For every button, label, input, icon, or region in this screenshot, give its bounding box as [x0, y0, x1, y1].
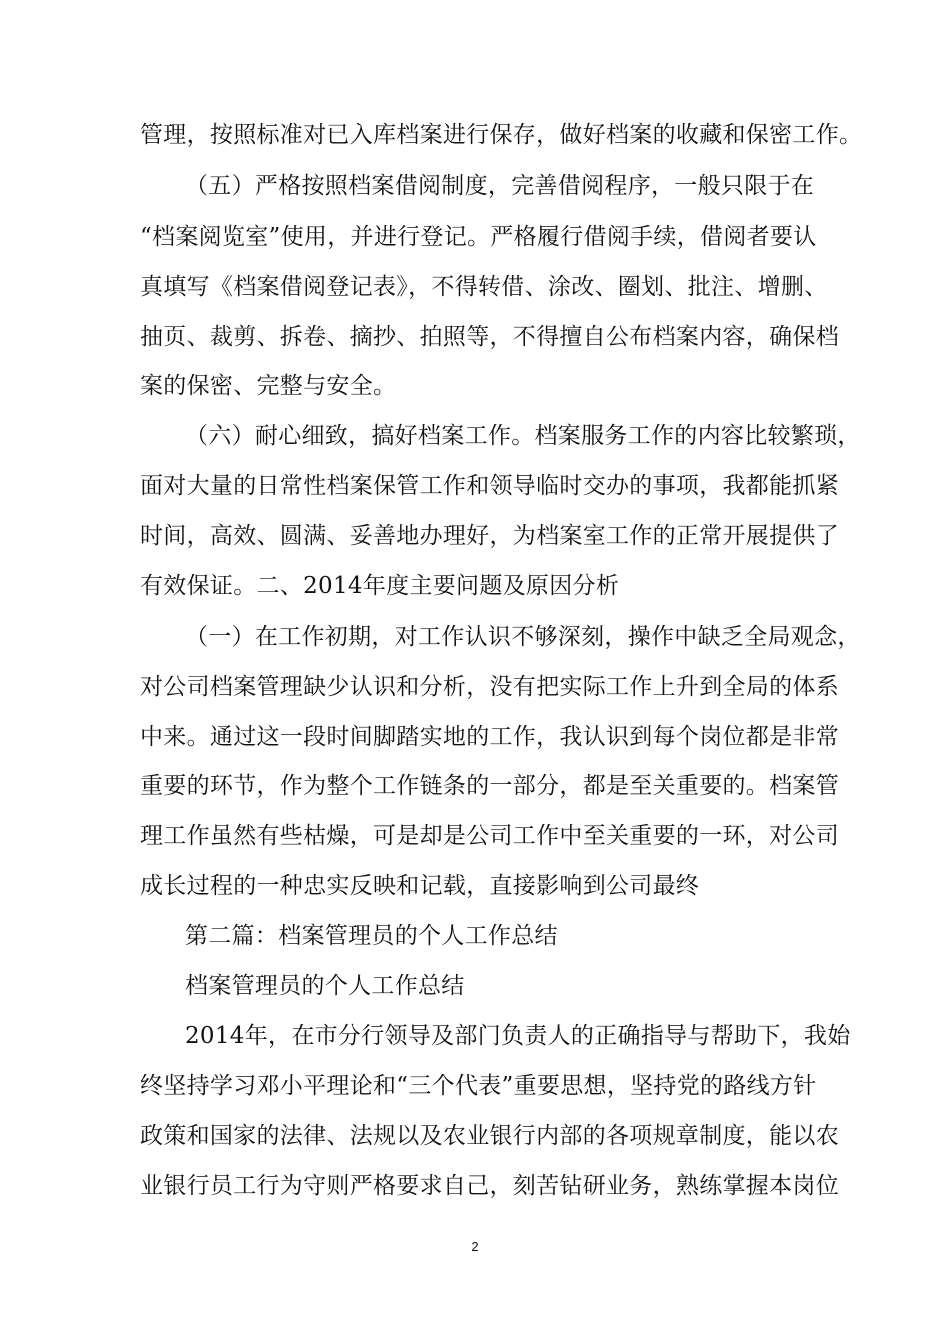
text-line: “档案阅览室”使用，并进行登记。严格履行借阅手续，借阅者要认 [140, 224, 817, 250]
text-line: 面对大量的日常性档案保管工作和领导临时交办的事项，我都能抓紧 [140, 473, 839, 499]
text-line: （一）在工作初期，对工作认识不够深刻，操作中缺乏全局观念， [185, 624, 861, 650]
article-title: 档案管理员的个人工作总结 [185, 973, 465, 999]
text-line: 业银行员工行为守则严格要求自己，刻苦钻研业务，熟练掌握本岗位 [140, 1173, 839, 1199]
text-line: 案的保密、完整与安全。 [140, 373, 397, 399]
text-line: 2014年，在市分行领导及部门负责人的正确指导与帮助下，我始 [185, 1023, 851, 1049]
text-line: 理工作虽然有些枯燥，可是却是公司工作中至关重要的一环，对公司 [140, 823, 839, 849]
text-line: 重要的环节，作为整个工作链条的一部分，都是至关重要的。档案管 [140, 773, 839, 799]
text-line: 时间，高效、圆满、妥善地办理好，为档案室工作的正常开展提供了 [140, 523, 839, 549]
text-line: 真填写《档案借阅登记表》，不得转借、涂改、圈划、批注、增删、 [140, 274, 828, 300]
text-line: （六）耐心细致，搞好档案工作。档案服务工作的内容比较繁琐， [185, 423, 861, 449]
text-line: 有效保证。二、2014年度主要问题及原因分析 [140, 573, 620, 599]
text-line: （五）严格按照档案借阅制度，完善借阅程序，一般只限于在 [185, 173, 815, 199]
text-line: 终坚持学习邓小平理论和“三个代表”重要思想，坚持党的路线方针 [140, 1073, 817, 1099]
page-number: 2 [471, 1239, 479, 1254]
text-line: 中来。通过这一段时间脚踏实地的工作，我认识到每个岗位都是非常 [140, 724, 839, 750]
section-heading: 第二篇：档案管理员的个人工作总结 [185, 923, 558, 949]
text-line: 管理，按照标准对已入库档案进行保存，做好档案的收藏和保密工作。 [140, 122, 863, 148]
text-line: 政策和国家的法律、法规以及农业银行内部的各项规章制度，能以农 [140, 1123, 839, 1149]
text-line: 成长过程的一种忠实反映和记载，直接影响到公司最终 [140, 873, 700, 899]
text-line: 抽页、裁剪、拆卷、摘抄、拍照等，不得擅自公布档案内容，确保档 [140, 324, 839, 350]
text-line: 对公司档案管理缺少认识和分析，没有把实际工作上升到全局的体系 [140, 674, 839, 700]
